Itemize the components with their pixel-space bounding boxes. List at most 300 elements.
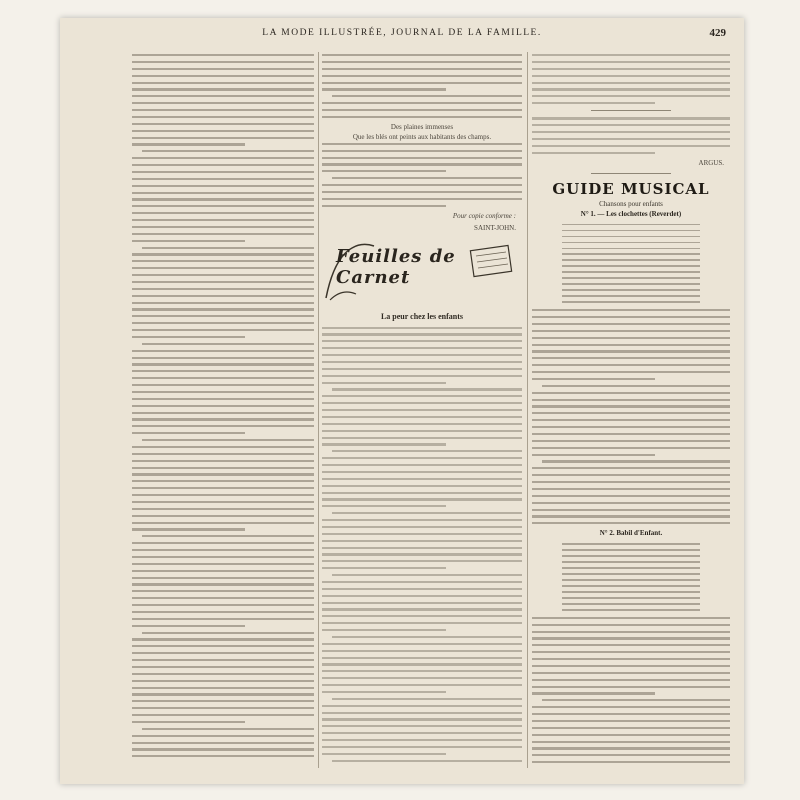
text-line: [132, 659, 314, 661]
text-line: [322, 533, 522, 535]
text-line: [322, 753, 446, 755]
text-line: [132, 742, 314, 744]
text-line: [132, 473, 314, 475]
body-text: [322, 143, 522, 207]
text-line: [532, 364, 730, 366]
text-line: [132, 281, 314, 283]
text-line: [562, 597, 701, 599]
text-line: [532, 617, 730, 619]
text-line: [132, 130, 314, 132]
text-line: [532, 54, 730, 56]
text-line: [532, 61, 730, 63]
text-line: [532, 330, 730, 332]
text-line: [532, 344, 730, 346]
text-line: [142, 728, 314, 730]
text-line: [562, 567, 701, 569]
text-line: [322, 347, 522, 349]
text-line: [562, 301, 701, 303]
text-line: [132, 577, 314, 579]
text-line: [322, 567, 446, 569]
song-verse: [562, 543, 701, 611]
text-line: [322, 402, 522, 404]
text-line: [132, 604, 314, 606]
text-line: [132, 54, 314, 56]
text-line: [132, 295, 314, 297]
text-line: [322, 457, 522, 459]
column-divider: [318, 52, 319, 768]
text-line: [132, 240, 245, 242]
text-line: [132, 363, 314, 365]
text-line: [142, 343, 314, 345]
column-left: [132, 54, 314, 766]
column-middle: [322, 54, 522, 766]
text-line: [322, 547, 522, 549]
text-line: [562, 591, 701, 593]
text-line: [562, 603, 701, 605]
text-line: [132, 274, 314, 276]
text-line: [332, 760, 522, 762]
text-line: [132, 432, 245, 434]
text-line: [532, 509, 730, 511]
text-line: [322, 102, 522, 104]
text-line: [562, 561, 701, 563]
text-line: [562, 289, 701, 291]
body-text: [532, 617, 730, 766]
text-line: [322, 732, 522, 734]
text-line: [322, 560, 522, 562]
text-line: [332, 95, 522, 97]
text-line: [532, 488, 730, 490]
text-line: [532, 440, 730, 442]
text-line: [132, 446, 314, 448]
text-line: [322, 191, 522, 193]
text-line: [562, 259, 701, 261]
poem-line: Que les blés ont peints aux habitants des champs.: [352, 132, 492, 141]
text-line: [132, 528, 245, 530]
text-line: [322, 485, 522, 487]
text-line: [132, 542, 314, 544]
text-line: [132, 357, 314, 359]
text-line: [142, 150, 314, 152]
text-line: [132, 673, 314, 675]
text-line: [532, 515, 730, 517]
text-line: [532, 706, 730, 708]
text-line: [532, 378, 655, 380]
text-line: [322, 505, 446, 507]
text-line: [532, 658, 730, 660]
text-line: [532, 447, 730, 449]
text-line: [132, 226, 314, 228]
text-line: [132, 336, 245, 338]
text-line: [132, 583, 314, 585]
text-line: [532, 419, 730, 421]
magazine-page: [60, 18, 744, 784]
text-line: [132, 590, 314, 592]
text-line: [132, 164, 314, 166]
text-line: [532, 357, 730, 359]
text-line: [132, 625, 245, 627]
text-line: [562, 295, 701, 297]
text-line: [322, 739, 522, 741]
text-line: [132, 515, 314, 517]
text-line: [132, 425, 314, 427]
text-line: [562, 248, 701, 250]
text-line: [132, 418, 314, 420]
text-line: [142, 632, 314, 634]
text-line: [532, 720, 730, 722]
text-line: [532, 672, 730, 674]
text-line: [562, 277, 701, 279]
body-text: [132, 54, 314, 757]
text-line: [532, 138, 730, 140]
signature-pre: Pour copie conforme :: [452, 211, 516, 220]
text-line: [132, 618, 314, 620]
text-line: [322, 82, 522, 84]
text-line: [322, 116, 522, 118]
signature: ARGUS.: [698, 158, 724, 167]
text-line: [532, 323, 730, 325]
text-line: [132, 116, 314, 118]
text-line: [532, 124, 730, 126]
text-line: [322, 670, 522, 672]
text-line: [322, 68, 522, 70]
text-line: [132, 267, 314, 269]
feuilles-carnet-heading: [322, 238, 522, 306]
text-line: [562, 573, 701, 575]
text-line: [562, 549, 701, 551]
text-line: [532, 502, 730, 504]
text-line: [532, 405, 730, 407]
text-line: [532, 399, 730, 401]
text-line: [532, 727, 730, 729]
text-line: [132, 391, 314, 393]
text-line: [532, 754, 730, 756]
text-line: [132, 570, 314, 572]
text-line: [132, 522, 314, 524]
text-line: [322, 184, 522, 186]
text-line: [322, 622, 522, 624]
text-line: [322, 492, 522, 494]
text-line: [322, 595, 522, 597]
text-line: [142, 439, 314, 441]
text-line: [322, 464, 522, 466]
text-line: [532, 68, 730, 70]
text-line: [132, 192, 314, 194]
text-line: [322, 615, 522, 617]
text-line: [132, 508, 314, 510]
text-line: [322, 498, 522, 500]
text-line: [322, 553, 522, 555]
text-line: [322, 643, 522, 645]
section-subheading: La peur chez les enfants: [380, 311, 464, 321]
text-line: [132, 453, 314, 455]
text-line: [132, 700, 314, 702]
text-line: [322, 354, 522, 356]
text-line: [532, 88, 730, 90]
text-line: [132, 377, 314, 379]
text-line: [532, 426, 730, 428]
poem-line: Des plaines immenses: [390, 122, 454, 131]
text-line: [532, 102, 655, 104]
text-line: [322, 375, 522, 377]
text-line: [542, 460, 730, 462]
text-line: [132, 288, 314, 290]
text-line: [322, 712, 522, 714]
text-line: [532, 665, 730, 667]
text-line: [142, 247, 314, 249]
text-line: [322, 684, 522, 686]
text-line: [322, 382, 446, 384]
text-line: [132, 82, 314, 84]
text-line: [532, 679, 730, 681]
text-line: [532, 454, 655, 456]
text-line: [132, 198, 314, 200]
text-line: [132, 597, 314, 599]
text-line: [562, 265, 701, 267]
guide-musical-title: GUIDE MUSICAL: [552, 179, 710, 198]
text-line: [132, 549, 314, 551]
text-line: [562, 585, 701, 587]
text-line: [562, 230, 701, 232]
text-line: [562, 242, 701, 244]
text-line: [322, 340, 522, 342]
text-line: [132, 102, 314, 104]
text-line: [532, 741, 730, 743]
text-line: [562, 579, 701, 581]
text-line: [132, 137, 314, 139]
text-line: [322, 657, 522, 659]
text-line: [322, 478, 522, 480]
text-line: [532, 713, 730, 715]
text-line: [132, 748, 314, 750]
text-line: [322, 198, 522, 200]
text-line: [332, 698, 522, 700]
text-line: [322, 430, 522, 432]
text-line: [532, 412, 730, 414]
text-line: [322, 170, 446, 172]
text-line: [562, 224, 701, 226]
text-line: [322, 88, 446, 90]
text-line: [132, 61, 314, 63]
text-line: [322, 718, 522, 720]
page-number: 429: [709, 27, 726, 39]
text-line: [132, 714, 314, 716]
body-text: [532, 117, 730, 154]
text-line: [322, 629, 446, 631]
text-line: [532, 631, 730, 633]
text-line: [132, 611, 314, 613]
section-heading: Feuilles de Carnet: [336, 245, 456, 288]
text-line: [532, 117, 730, 119]
text-line: [322, 327, 522, 329]
journal-title: LA MODE ILLUSTRÉE, JOURNAL DE LA FAMILLE.: [262, 28, 542, 38]
text-line: [532, 692, 655, 694]
text-line: [322, 75, 522, 77]
text-line: [132, 384, 314, 386]
text-line: [532, 75, 730, 77]
text-line: [132, 467, 314, 469]
text-line: [132, 563, 314, 565]
text-line: [532, 624, 730, 626]
text-line: [532, 145, 730, 147]
text-line: [562, 253, 701, 255]
text-line: [322, 109, 522, 111]
text-line: [132, 501, 314, 503]
text-line: [132, 652, 314, 654]
text-line: [132, 460, 314, 462]
text-line: [132, 308, 314, 310]
text-line: [322, 150, 522, 152]
text-line: [132, 329, 314, 331]
text-line: [562, 236, 701, 238]
text-line: [132, 638, 314, 640]
separator: [591, 110, 670, 111]
text-line: [532, 481, 730, 483]
text-line: [322, 746, 522, 748]
text-line: [532, 644, 730, 646]
text-line: [562, 271, 701, 273]
text-line: [132, 88, 314, 90]
text-line: [132, 405, 314, 407]
text-line: [322, 437, 522, 439]
text-line: [322, 608, 522, 610]
text-line: [322, 368, 522, 370]
text-line: [132, 178, 314, 180]
text-line: [132, 109, 314, 111]
text-line: [132, 480, 314, 482]
text-line: [322, 54, 522, 56]
text-line: [562, 283, 701, 285]
text-line: [132, 233, 314, 235]
text-line: [132, 370, 314, 372]
text-line: [322, 361, 522, 363]
text-line: [132, 322, 314, 324]
text-line: [532, 316, 730, 318]
text-line: [322, 650, 522, 652]
text-line: [562, 543, 701, 545]
text-line: [132, 494, 314, 496]
text-line: [332, 636, 522, 638]
text-line: [332, 512, 522, 514]
text-line: [132, 75, 314, 77]
text-line: [322, 61, 522, 63]
text-line: [532, 337, 730, 339]
text-line: [322, 423, 522, 425]
text-line: [532, 82, 730, 84]
text-line: [322, 163, 522, 165]
text-line: [142, 535, 314, 537]
text-line: [322, 395, 522, 397]
text-line: [132, 68, 314, 70]
text-line: [532, 350, 730, 352]
text-line: [322, 677, 522, 679]
text-line: [132, 398, 314, 400]
text-line: [562, 609, 701, 611]
text-line: [532, 651, 730, 653]
text-line: [322, 663, 522, 665]
text-line: [132, 302, 314, 304]
text-line: [132, 755, 314, 757]
text-line: [322, 205, 446, 207]
song-verse: [562, 224, 701, 304]
text-line: [132, 556, 314, 558]
text-line: [322, 471, 522, 473]
text-line: [322, 691, 446, 693]
text-line: [332, 177, 522, 179]
text-line: [532, 734, 730, 736]
text-line: [542, 385, 730, 387]
text-line: [532, 371, 730, 373]
text-line: [532, 95, 730, 97]
text-line: [132, 253, 314, 255]
text-line: [322, 581, 522, 583]
text-line: [532, 131, 730, 133]
text-line: [132, 205, 314, 207]
text-line: [332, 574, 522, 576]
text-line: [322, 705, 522, 707]
text-line: [132, 487, 314, 489]
signature: SAINT-JOHN.: [474, 223, 516, 232]
text-line: [132, 687, 314, 689]
body-text: [532, 54, 730, 104]
text-line: [132, 693, 314, 695]
text-line: [532, 433, 730, 435]
text-line: [562, 555, 701, 557]
text-line: [322, 416, 522, 418]
text-line: [132, 123, 314, 125]
text-line: [132, 680, 314, 682]
song-title: N° 1. — Les clochettes (Reverdet): [580, 209, 682, 218]
guide-subtitle: Chansons pour enfants: [599, 199, 663, 208]
text-line: [132, 350, 314, 352]
column-divider: [527, 52, 528, 768]
text-line: [532, 761, 730, 763]
separator: [591, 173, 670, 174]
body-text: [322, 327, 522, 767]
text-line: [132, 171, 314, 173]
text-line: [532, 152, 655, 154]
text-line: [532, 747, 730, 749]
text-line: [322, 519, 522, 521]
body-text: [322, 54, 522, 118]
text-line: [132, 260, 314, 262]
text-line: [332, 450, 522, 452]
text-line: [532, 474, 730, 476]
text-line: [322, 588, 522, 590]
text-line: [132, 219, 314, 221]
text-line: [132, 95, 314, 97]
text-line: [322, 157, 522, 159]
text-line: [132, 143, 245, 145]
text-line: [132, 185, 314, 187]
text-line: [322, 602, 522, 604]
text-line: [322, 443, 446, 445]
text-line: [532, 392, 730, 394]
text-line: [132, 212, 314, 214]
text-line: [322, 725, 522, 727]
text-line: [132, 315, 314, 317]
text-line: [132, 721, 245, 723]
text-line: [332, 388, 522, 390]
text-line: [132, 735, 314, 737]
text-line: [532, 522, 730, 524]
text-line: [532, 686, 730, 688]
text-line: [532, 495, 730, 497]
text-line: [322, 526, 522, 528]
text-line: [132, 666, 314, 668]
text-line: [532, 309, 730, 311]
text-line: [532, 637, 730, 639]
